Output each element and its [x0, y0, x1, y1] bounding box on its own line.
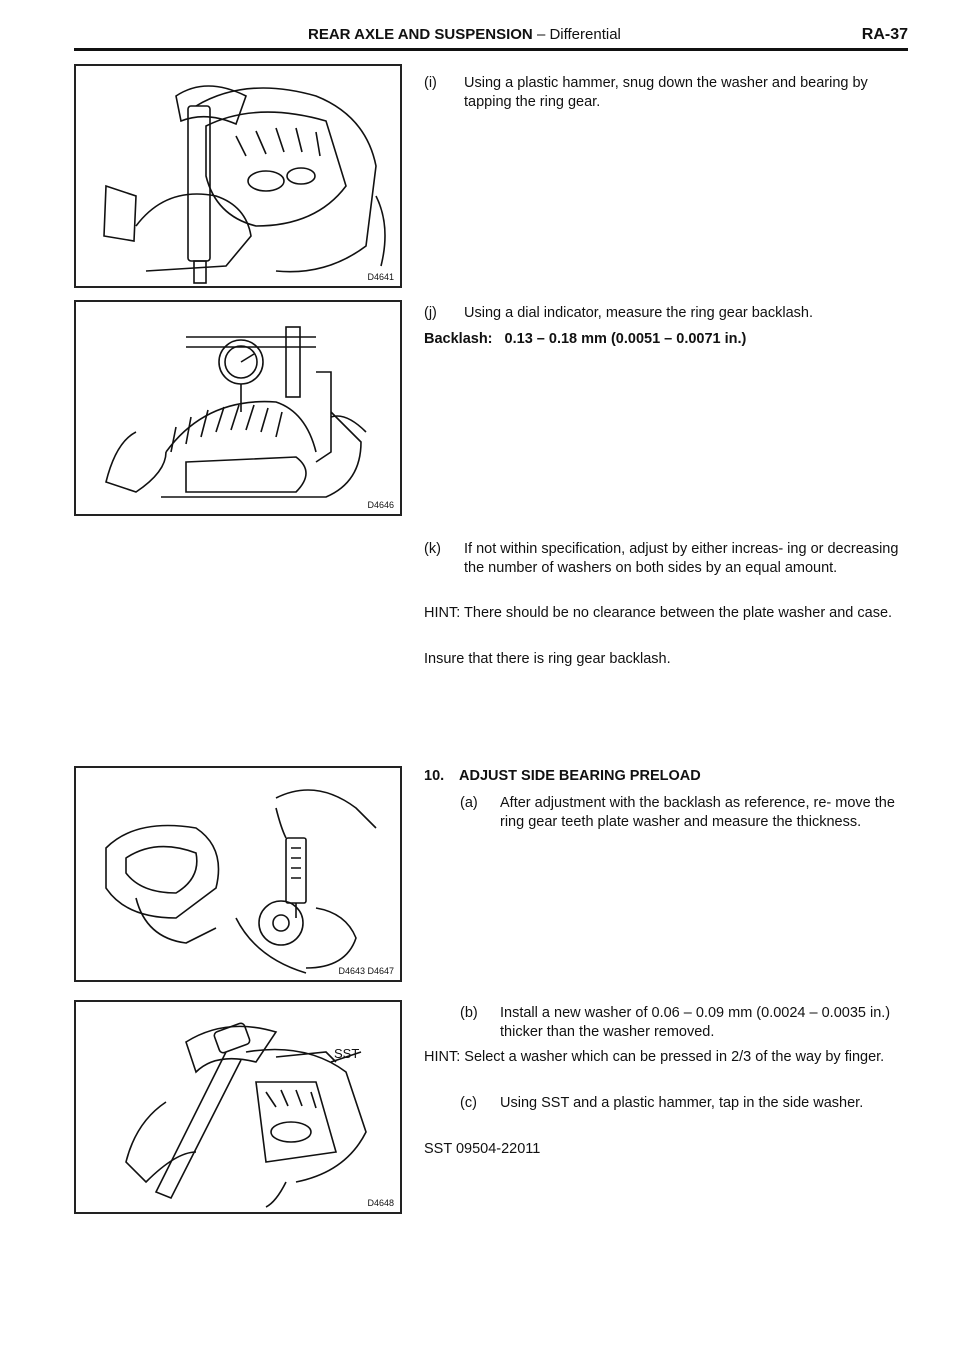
backlash-label: Backlash: [424, 331, 493, 347]
section-number: 10. [424, 768, 445, 784]
step-label: (j) [424, 305, 437, 321]
figure-code: D4641 [367, 272, 394, 282]
illustration-micrometer-washer [76, 768, 400, 980]
header-rule [74, 48, 908, 51]
step-label: (a) [460, 795, 478, 811]
step-label: (c) [460, 1095, 477, 1111]
step-k [424, 540, 908, 578]
page-number: RA-37 [861, 26, 908, 43]
hint-clearance: HINT: There should be no clearance between the plate washer and case. [424, 605, 893, 621]
step-label: (k) [424, 541, 441, 557]
sst-callout: SST [334, 1046, 360, 1061]
step-text: If not within specification, adjust by either increas- ing or decreasing the number of washers on both sides by an equal amount. [464, 541, 899, 576]
illustration-hammer-tapping [76, 66, 400, 286]
step-j [424, 304, 908, 323]
step-i [424, 74, 908, 112]
figure-hammer-ring-gear [74, 64, 402, 288]
page-header [74, 26, 908, 48]
sst-number: SST 09504-22011 [424, 1141, 541, 1157]
figure-code: D4643 D4647 [338, 966, 394, 976]
section-title: ADJUST SIDE BEARING PRELOAD [459, 768, 701, 784]
page-title [308, 26, 621, 43]
figure-measure-washer [74, 766, 402, 982]
section-10-heading [424, 768, 908, 784]
figure-dial-indicator [74, 300, 402, 516]
figure-sst-side-washer [74, 1000, 402, 1214]
step-b [460, 1004, 908, 1042]
insure-backlash: Insure that there is ring gear backlash. [424, 651, 671, 667]
step-label: (i) [424, 75, 437, 91]
illustration-sst-hammer [76, 1002, 400, 1212]
figure-code: D4648 [367, 1198, 394, 1208]
title-dash: – [536, 26, 546, 43]
step-text: Install a new washer of 0.06 – 0.09 mm (0.0024 – 0.0035 in.) thicker than the washer removed. [500, 1005, 891, 1040]
step-c [460, 1094, 908, 1113]
section-subtitle: Differential [549, 26, 621, 43]
hint-washer-finger: HINT: Select a washer which can be pressed in 2/3 of the way by finger. [424, 1049, 885, 1065]
step-text: Using a plastic hammer, snug down the washer and bearing by tapping the ring gear. [464, 75, 868, 110]
backlash-spec [424, 330, 908, 349]
section-title: REAR AXLE AND SUSPENSION [308, 26, 533, 43]
step-text: Using a dial indicator, measure the ring gear backlash. [464, 305, 813, 321]
step-a [460, 794, 908, 832]
figure-code: D4646 [367, 500, 394, 510]
step-label: (b) [460, 1005, 478, 1021]
step-text: Using SST and a plastic hammer, tap in the side washer. [500, 1095, 864, 1111]
illustration-dial-indicator [76, 302, 400, 514]
step-text: After adjustment with the backlash as reference, re- move the ring gear teeth plate washer and measure the thickness. [500, 795, 895, 830]
backlash-value: 0.13 – 0.18 mm (0.0051 – 0.0071 in.) [504, 331, 747, 347]
